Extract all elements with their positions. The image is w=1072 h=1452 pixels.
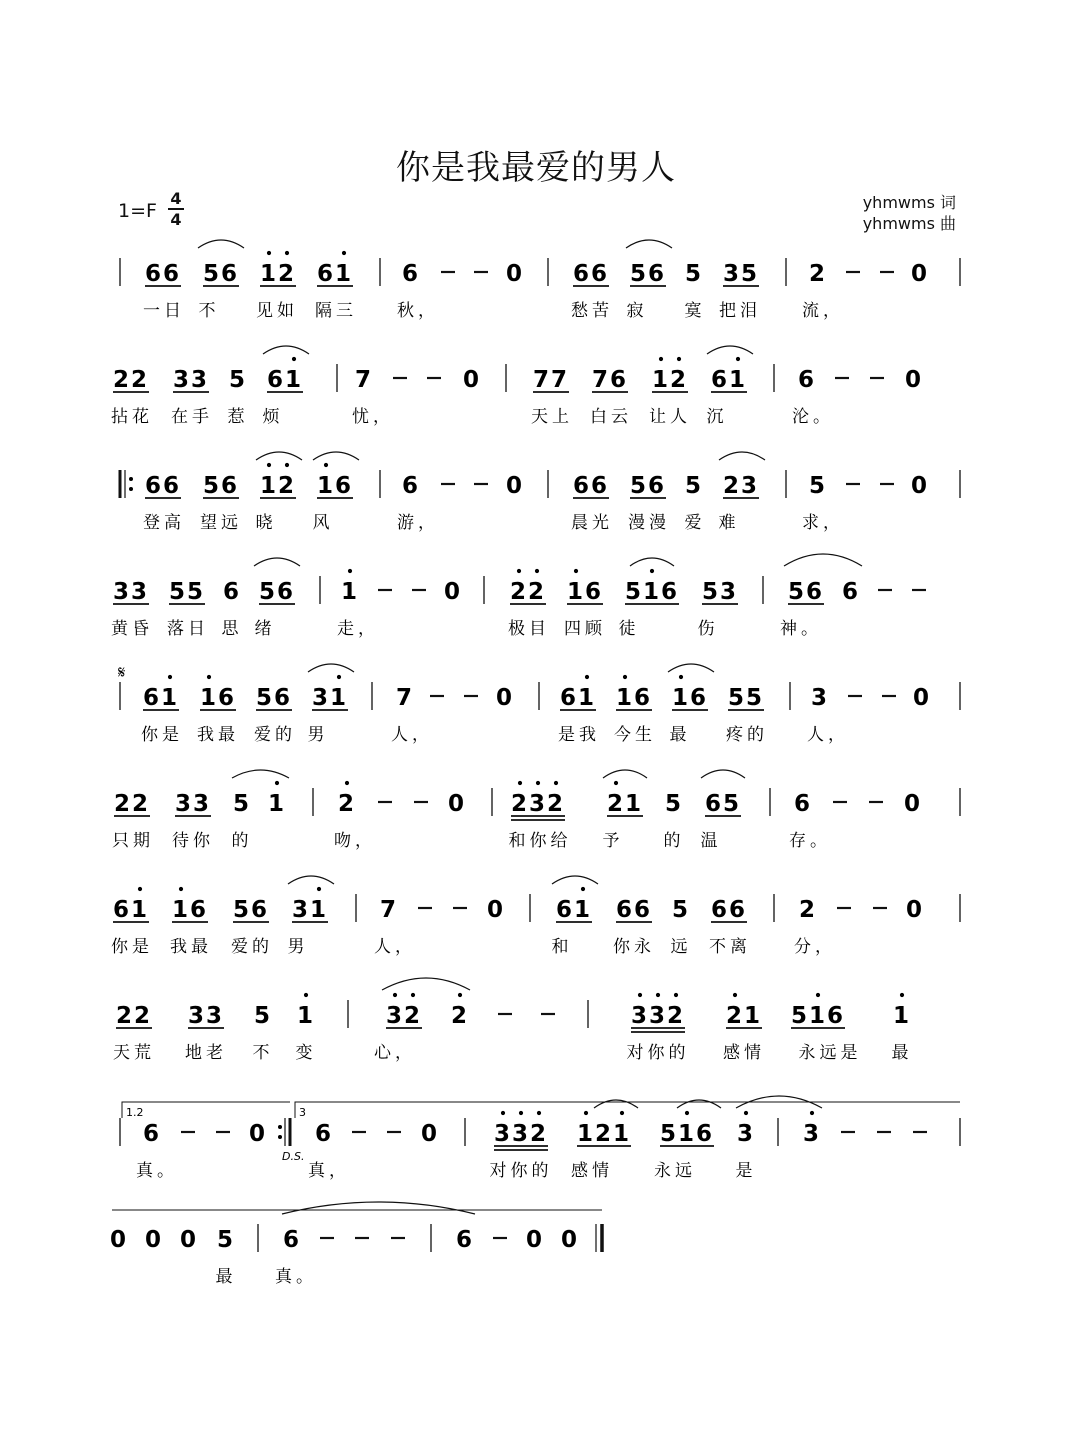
time-signature-bottom: 4 [170, 210, 182, 229]
note-group: 33 [112, 579, 150, 605]
slur [256, 452, 302, 460]
note-group: 232 [510, 791, 566, 817]
octave-dot [659, 357, 663, 361]
lyric: 一日 [143, 301, 185, 321]
octave-dot [623, 675, 627, 679]
octave-dot [292, 357, 296, 361]
lyric: 吻， [334, 831, 376, 851]
note-group: 61 [112, 897, 150, 923]
note-group: 55 [727, 685, 765, 711]
note-group: 5 [228, 367, 248, 393]
lyric: 惹 [227, 407, 249, 427]
note-group: 66 [710, 897, 748, 923]
note-group: 3 [736, 1121, 756, 1147]
lyric: 思 [221, 619, 243, 639]
note-group: 61 [266, 367, 304, 393]
ds-mark: D.S. [282, 1150, 305, 1163]
note-group: 16 [199, 685, 237, 711]
volta-label: 3 [299, 1106, 306, 1119]
octave-dot [285, 251, 289, 255]
lyric: 爱的 [231, 937, 273, 957]
octave-dot [304, 993, 308, 997]
octave-dot [519, 1111, 523, 1115]
octave-dot [267, 251, 271, 255]
octave-dot [584, 1111, 588, 1115]
note-group: 2 [798, 897, 818, 923]
note-group: 56 [258, 579, 296, 605]
note-group: 1 [340, 579, 360, 605]
note-group: 5 [684, 473, 704, 499]
octave-dot [337, 675, 341, 679]
lyric: 不 [252, 1043, 274, 1063]
lyric: 拈花 [111, 407, 153, 427]
lyric: 男 [287, 937, 309, 957]
note-group: 31 [311, 685, 349, 711]
octave-dot [585, 675, 589, 679]
lyric: 最 [669, 725, 691, 745]
note-group: 0 [903, 791, 923, 817]
note-group: 0 [144, 1227, 164, 1253]
octave-dot [411, 993, 415, 997]
lyric: 望远 [200, 513, 242, 533]
lyric: 我最 [170, 937, 212, 957]
note-group: 22 [509, 579, 547, 605]
note-group: 0 [486, 897, 506, 923]
song-title: 你是我最爱的男人 [396, 148, 676, 188]
note-group: 2 [808, 261, 828, 287]
lyric: 是我 [558, 725, 600, 745]
note-group: 61 [555, 897, 593, 923]
lyric: 人， [374, 937, 416, 957]
note-group: 0 [447, 791, 467, 817]
lyric: 真。 [275, 1267, 317, 1287]
note-group: 0 [443, 579, 463, 605]
note-group: 66 [572, 261, 610, 287]
lyric: 你是 [111, 937, 153, 957]
lyric: 疼的 [726, 725, 768, 745]
slur [603, 770, 647, 778]
lyric: 白云 [590, 407, 632, 427]
note-group: 77 [532, 367, 570, 393]
octave-dot [677, 357, 681, 361]
note-group: 2 [337, 791, 357, 817]
lyric: 天荒 [113, 1043, 155, 1063]
repeat-dot [278, 1135, 282, 1139]
note-group: 16 [671, 685, 709, 711]
note-group: 66 [144, 261, 182, 287]
lyric: 只期 [112, 831, 154, 851]
lyric: 分， [794, 937, 836, 957]
composer-credit: yhmwms 曲 [862, 214, 956, 233]
lyric: 游， [397, 513, 439, 533]
lyric: 晨光 [571, 513, 613, 533]
note-group: 5 [671, 897, 691, 923]
lyric: 最 [891, 1043, 913, 1063]
note-group: 12 [259, 473, 297, 499]
lyric: 你是 [141, 725, 183, 745]
lyric: 隔三 [315, 301, 357, 321]
octave-dot [900, 993, 904, 997]
octave-dot [810, 1111, 814, 1115]
note-group: 66 [144, 473, 182, 499]
octave-dot [517, 569, 521, 573]
octave-dot [179, 887, 183, 891]
repeat-dot [129, 477, 133, 481]
lyric: 神。 [780, 619, 822, 639]
volta-bracket [295, 1102, 960, 1118]
note-group: 0 [420, 1121, 440, 1147]
lyric: 我最 [197, 725, 239, 745]
note-group: 6 [455, 1227, 475, 1253]
note-group: 23 [722, 473, 760, 499]
note-group: 1 [296, 1003, 316, 1029]
note-group: 332 [493, 1121, 549, 1147]
note-group: 3 [802, 1121, 822, 1147]
octave-dot [275, 781, 279, 785]
octave-dot [536, 781, 540, 785]
note-group: 1 [892, 1003, 912, 1029]
lyric: 最 [215, 1267, 237, 1287]
note-group: 5 [232, 791, 252, 817]
lyric: 寞 [684, 301, 706, 321]
slur [382, 978, 470, 990]
note-group: 0 [505, 473, 525, 499]
note-group: 16 [615, 685, 653, 711]
note-group: 6 [222, 579, 242, 605]
lyric: 沉 [706, 407, 728, 427]
octave-dot [736, 357, 740, 361]
note-group: 56 [629, 473, 667, 499]
lyric: 流， [802, 301, 844, 321]
note-group: 35 [722, 261, 760, 287]
octave-dot [537, 1111, 541, 1115]
lyric: 心， [374, 1043, 416, 1063]
note-group: 0 [560, 1227, 580, 1253]
lyric: 不离 [709, 937, 751, 957]
note-group: 76 [591, 367, 629, 393]
lyric: 晓 [255, 513, 277, 533]
note-group: 32 [385, 1003, 423, 1029]
lyric: 让人 [649, 407, 691, 427]
slur [594, 1100, 638, 1108]
repeat-dot [278, 1125, 282, 1129]
octave-dot [574, 569, 578, 573]
octave-dot [581, 887, 585, 891]
lyric: 走， [337, 619, 379, 639]
slur [719, 452, 765, 460]
slur [701, 770, 745, 778]
slur [232, 770, 289, 778]
slur [308, 664, 354, 672]
lyric: 的 [663, 831, 685, 851]
slur [282, 1202, 475, 1214]
note-group: 516 [790, 1003, 846, 1029]
octave-dot [458, 993, 462, 997]
lyric: 秋， [397, 301, 439, 321]
lyric: 是 [735, 1161, 757, 1181]
lyricist-credit: yhmwms 词 [862, 193, 956, 212]
octave-dot [207, 675, 211, 679]
slur [198, 240, 244, 248]
note-group: 0 [495, 685, 515, 711]
octave-dot [744, 1111, 748, 1115]
lyric: 寂 [626, 301, 648, 321]
lyric: 和 [551, 937, 573, 957]
note-group: 3 [810, 685, 830, 711]
slur [626, 240, 672, 248]
slur [263, 346, 309, 354]
note-group: 21 [606, 791, 644, 817]
lyric: 沦。 [792, 407, 834, 427]
lyric: 待你 [172, 831, 214, 851]
octave-dot [679, 675, 683, 679]
note-group: 16 [316, 473, 354, 499]
note-group: 12 [651, 367, 689, 393]
lyric: 在手 [171, 407, 213, 427]
note-group: 22 [113, 791, 151, 817]
time-signature-top: 4 [170, 189, 182, 208]
lyric: 今生 [614, 725, 656, 745]
octave-dot [317, 887, 321, 891]
lyric: 感情 [571, 1161, 613, 1181]
octave-dot [267, 463, 271, 467]
lyric: 难 [718, 513, 740, 533]
note-group: 0 [248, 1121, 268, 1147]
lyric: 忧， [352, 407, 394, 427]
lyric: 真。 [136, 1161, 178, 1181]
note-group: 33 [172, 367, 210, 393]
octave-dot [138, 887, 142, 891]
octave-dot [348, 569, 352, 573]
lyric: 见如 [256, 301, 298, 321]
octave-dot [501, 1111, 505, 1115]
lyric: 人， [391, 725, 433, 745]
lyric: 绪 [254, 619, 276, 639]
note-group: 65 [704, 791, 742, 817]
octave-dot [535, 569, 539, 573]
slur [254, 558, 300, 566]
note-group: 0 [912, 685, 932, 711]
note-group: 0 [904, 367, 924, 393]
note-group: 121 [576, 1121, 632, 1147]
note-group: 5 [253, 1003, 273, 1029]
lyric: 存。 [789, 831, 831, 851]
note-group: 0 [910, 261, 930, 287]
octave-dot [324, 463, 328, 467]
lyric: 男 [307, 725, 329, 745]
lyric: 黄昏 [111, 619, 153, 639]
segno-mark: 𝄋 [118, 663, 126, 683]
octave-dot [345, 781, 349, 785]
note-group: 56 [787, 579, 825, 605]
note-group: 516 [659, 1121, 715, 1147]
lyric: 真， [308, 1161, 350, 1181]
lyric: 永远 [654, 1161, 696, 1181]
lyric: 徒 [618, 619, 640, 639]
note-group: 5 [808, 473, 828, 499]
note-group: 0 [462, 367, 482, 393]
key-signature: 1=F [118, 200, 157, 222]
lyric: 予 [602, 831, 624, 851]
note-group: 7 [354, 367, 374, 393]
note-group: 6 [282, 1227, 302, 1253]
octave-dot [614, 781, 618, 785]
volta-label: 1.2 [126, 1106, 144, 1119]
note-group: 31 [291, 897, 329, 923]
octave-dot [656, 993, 660, 997]
lyric: 四顾 [564, 619, 606, 639]
note-group: 56 [255, 685, 293, 711]
lyric: 伤 [697, 619, 719, 639]
lyric: 天上 [531, 407, 573, 427]
slur [288, 876, 334, 884]
lyric: 把泪 [719, 301, 761, 321]
octave-dot [518, 781, 522, 785]
note-group: 21 [725, 1003, 763, 1029]
slur [707, 346, 753, 354]
lyric: 登高 [143, 513, 185, 533]
note-group: 56 [202, 261, 240, 287]
note-group: 61 [710, 367, 748, 393]
slur [630, 558, 674, 566]
note-group: 16 [171, 897, 209, 923]
slur [784, 554, 862, 566]
volta-bracket [122, 1102, 290, 1118]
octave-dot [342, 251, 346, 255]
note-group: 2 [450, 1003, 470, 1029]
note-group: 61 [142, 685, 180, 711]
slur [677, 1100, 721, 1108]
slur [313, 452, 359, 460]
note-group: 12 [259, 261, 297, 287]
note-group: 66 [615, 897, 653, 923]
lyric: 地老 [185, 1043, 227, 1063]
note-group: 6 [314, 1121, 334, 1147]
lyric: 求， [802, 513, 844, 533]
lyric: 远 [670, 937, 692, 957]
lyric: 你永 [613, 937, 655, 957]
octave-dot [650, 569, 654, 573]
note-group: 0 [905, 897, 925, 923]
note-group: 0 [525, 1227, 545, 1253]
note-group: 6 [401, 261, 421, 287]
lyric: 爱的 [254, 725, 296, 745]
lyric: 落日 [167, 619, 209, 639]
octave-dot [685, 1111, 689, 1115]
lyric: 对你的 [626, 1043, 690, 1063]
octave-dot [554, 781, 558, 785]
note-group: 0 [910, 473, 930, 499]
lyric: 变 [295, 1043, 317, 1063]
slur [552, 876, 598, 884]
lyric: 风 [312, 513, 334, 533]
note-group: 332 [630, 1003, 686, 1029]
note-group: 56 [629, 261, 667, 287]
note-group: 0 [179, 1227, 199, 1253]
lyric: 不 [198, 301, 220, 321]
octave-dot [168, 675, 172, 679]
note-group: 0 [109, 1227, 129, 1253]
note-group: 5 [216, 1227, 236, 1253]
note-group: 66 [572, 473, 610, 499]
note-group: 6 [142, 1121, 162, 1147]
lyric: 温 [700, 831, 722, 851]
octave-dot [638, 993, 642, 997]
lyric: 对你的 [489, 1161, 553, 1181]
note-group: 22 [115, 1003, 153, 1029]
note-group: 6 [401, 473, 421, 499]
note-group: 61 [316, 261, 354, 287]
note-group: 6 [797, 367, 817, 393]
note-group: 0 [505, 261, 525, 287]
octave-dot [816, 993, 820, 997]
lyric: 的 [231, 831, 253, 851]
note-group: 61 [559, 685, 597, 711]
note-group: 7 [395, 685, 415, 711]
note-group: 6 [841, 579, 861, 605]
lyric: 爱 [684, 513, 706, 533]
octave-dot [733, 993, 737, 997]
note-group: 56 [232, 897, 270, 923]
note-group: 53 [701, 579, 739, 605]
note-group: 5 [664, 791, 684, 817]
note-group: 6 [793, 791, 813, 817]
lyric: 永远是 [798, 1043, 862, 1063]
lyric: 感情 [723, 1043, 765, 1063]
octave-dot [285, 463, 289, 467]
note-group: 55 [168, 579, 206, 605]
note-group: 16 [566, 579, 604, 605]
slur [668, 664, 714, 672]
lyric: 漫漫 [628, 513, 670, 533]
note-group: 516 [624, 579, 680, 605]
lyric: 人， [807, 725, 849, 745]
octave-dot [393, 993, 397, 997]
note-group: 5 [684, 261, 704, 287]
lyric: 极目 [508, 619, 550, 639]
octave-dot [674, 993, 678, 997]
octave-dot [620, 1111, 624, 1115]
note-group: 33 [174, 791, 212, 817]
note-group: 1 [267, 791, 287, 817]
note-group: 22 [112, 367, 150, 393]
note-group: 7 [379, 897, 399, 923]
note-group: 33 [187, 1003, 225, 1029]
note-group: 56 [202, 473, 240, 499]
lyric: 愁苦 [571, 301, 613, 321]
repeat-dot [129, 487, 133, 491]
lyric: 和你给 [508, 831, 572, 851]
lyric: 烦 [262, 407, 284, 427]
